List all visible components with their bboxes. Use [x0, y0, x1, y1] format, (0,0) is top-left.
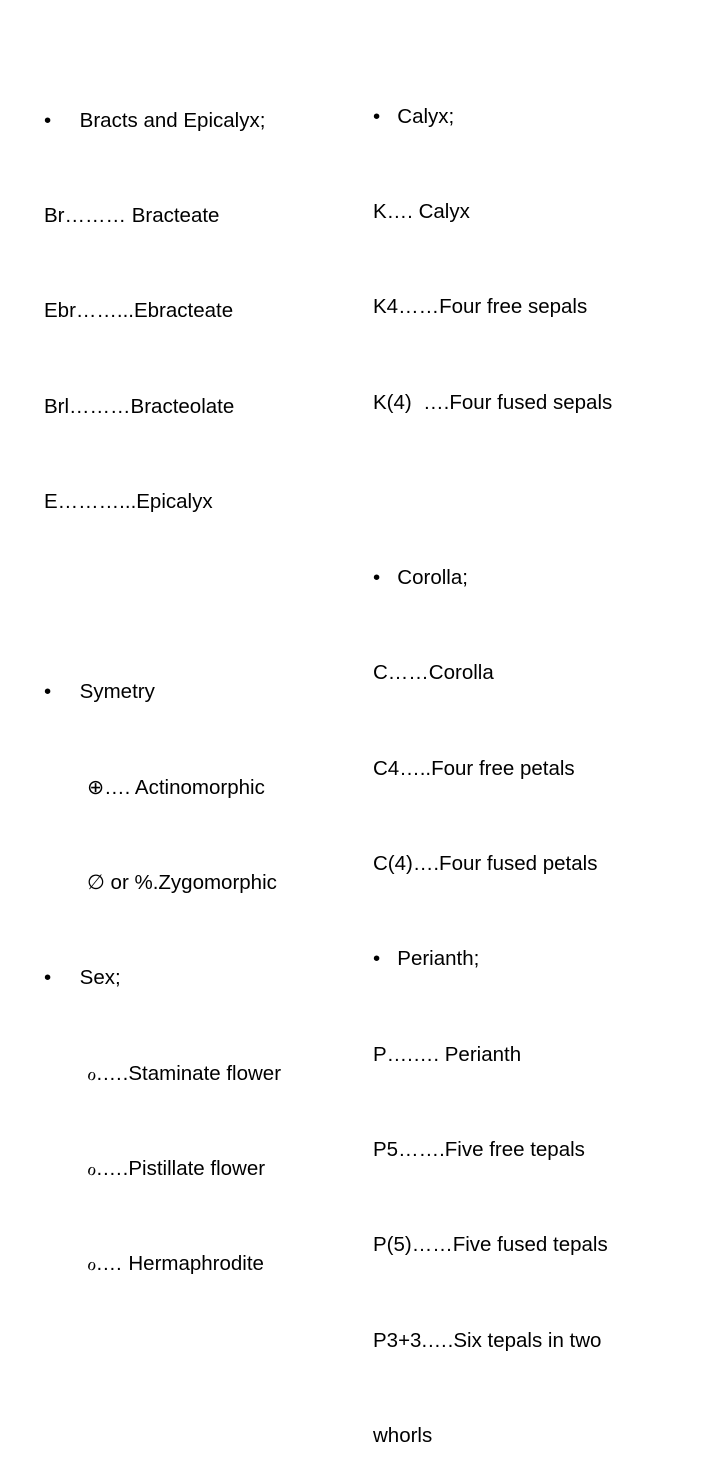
bracts-line: Ebr……...Ebracteate	[44, 299, 234, 323]
sex-line: ℴ.….Pistillate flower	[87, 1157, 266, 1181]
symmetry-heading	[44, 676, 281, 708]
corolla-line: C……Corolla	[373, 661, 494, 685]
corolla-line: C4…..Four free petals	[373, 756, 575, 780]
perianth-line: whorls	[373, 1424, 433, 1448]
bullet-icon: •	[373, 565, 381, 589]
perianth-heading	[373, 943, 612, 975]
bullet-icon: •	[44, 680, 52, 704]
corolla-heading	[373, 562, 612, 594]
bullet-icon: •	[44, 966, 52, 990]
bullet-icon: •	[373, 104, 381, 128]
perianth-line: P3+3.….Six tepals in two	[373, 1328, 602, 1352]
bracts-line: E………...Epicalyx	[44, 490, 213, 514]
symmetry-line: ⊕…. Actinomorphic	[87, 775, 265, 799]
calyx-title: Calyx;	[397, 104, 455, 128]
bracts-heading	[44, 105, 281, 137]
bullet-icon: •	[373, 947, 381, 971]
right-column	[373, 37, 612, 1484]
left-column	[44, 41, 281, 1312]
perianth-line: P5…….Five free tepals	[373, 1138, 585, 1162]
bracts-line: Br……… Bracteate	[44, 203, 220, 227]
calyx-line: K(4) ….Four fused sepals	[373, 390, 613, 414]
bullet-icon: •	[44, 108, 52, 132]
symmetry-title: Symetry	[79, 680, 155, 704]
corolla-title: Corolla;	[397, 565, 468, 589]
bracts-line: Brl………Bracteolate	[44, 394, 235, 418]
perianth-line: P….…. Perianth	[373, 1042, 522, 1066]
calyx-heading	[373, 101, 612, 133]
corolla-line: C(4)….Four fused petals	[373, 851, 598, 875]
symmetry-line: ∅ or %.Zygomorphic	[87, 870, 277, 894]
sex-heading	[44, 962, 281, 994]
sex-title: Sex;	[79, 966, 121, 990]
perianth-line: P(5)……Five fused tepals	[373, 1233, 608, 1257]
perianth-title: Perianth;	[397, 947, 480, 971]
sex-line: ℴ.… Hermaphrodite	[87, 1252, 264, 1276]
bracts-title: Bracts and Epicalyx;	[79, 108, 266, 132]
calyx-line: K4……Four free sepals	[373, 295, 588, 319]
calyx-line: K…. Calyx	[373, 199, 470, 223]
sex-line: ℴ.….Staminate flower	[87, 1061, 282, 1085]
